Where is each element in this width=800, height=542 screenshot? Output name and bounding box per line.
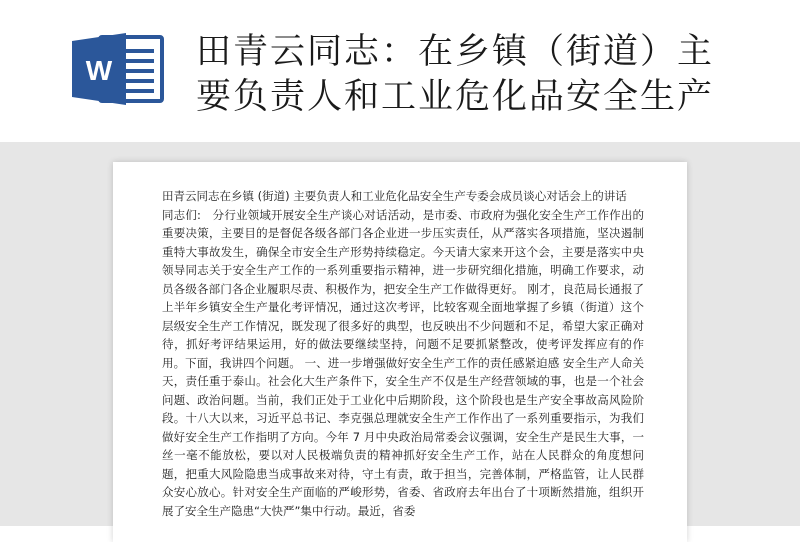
title-line-2: 要负责人和工业危化品安全生产 — [196, 77, 715, 117]
document-title — [196, 30, 756, 120]
document-paragraph: 同志们: 分行业领域开展安全生产谈心对话活动，是市委、市政府为强化安全生产工作作出的重要决策，主要目的是督促各级各部门各企业进一步压实责任，从严落实各项措施，坚决遏制重特大事故发生，确保全市安全生产形势持续稳定。今天请大家来开这个会，主要是落实中央领导同志关于安全生产工作的一系列重要指示精神，进一步研究细化措施，明确工作要求，动员各级各部门各企业履职尽责、积极作为，把安全生产工作做得更好。 刚才，良范局长通报了上半年乡镇安全生产量化考评情况，通过这次考评，比较客观全面地掌握了乡镇（街道）这个层级安全生产工作情况，既发现了很多好的典型，也反映出不少问题和不足，希望大家正确对待，抓好考评结果运用，好的做法要继续坚持，问题不足要抓紧整改，使考评发挥应有的作用。下面，我讲四个问题。 一、进一步增强做好安全生产工作的责任感紧迫感 安全生产人命关天，责任重于泰山。社会化大生产条件下，安全生产不仅是生产经营领域的事，也是一个社会问题、政治问题。当前，我们正处于工业化中后期阶段，这个阶段也是生产安全事故高风险阶段。十八大以来，习近平总书记、李克强总理就安全生产工作作出了一系列重要指示，为我们做好安全生产工作指明了方向。今年 7 月中央政治局常委会议强调，安全生产是民生大事，一丝一毫不能放松，要以对人民极端负责的精神抓好安全生产工作，站在人民群众的角度想问题，把重大风险隐患当成事故来对待，守土有责，敢于担当，完善体制，严格监管，让人民群众安心放心。针对安全生产面临的严峻形势，省委、省政府去年出台了十项断然措施，组织开展了安全生产隐患“大快严”集中行动。最近，省委 — [162, 207, 644, 518]
document-body — [162, 187, 644, 520]
document-heading: 田青云同志在乡镇 (街道) 主要负责人和工业危化品安全生产专委会成员谈心对话会上的讲话 — [162, 189, 627, 203]
word-document-icon — [70, 31, 166, 107]
svg-text:W: W — [85, 55, 113, 86]
preview-header — [0, 0, 800, 160]
title-line-1: 田青云同志：在乡镇（街道）主 — [196, 32, 715, 72]
